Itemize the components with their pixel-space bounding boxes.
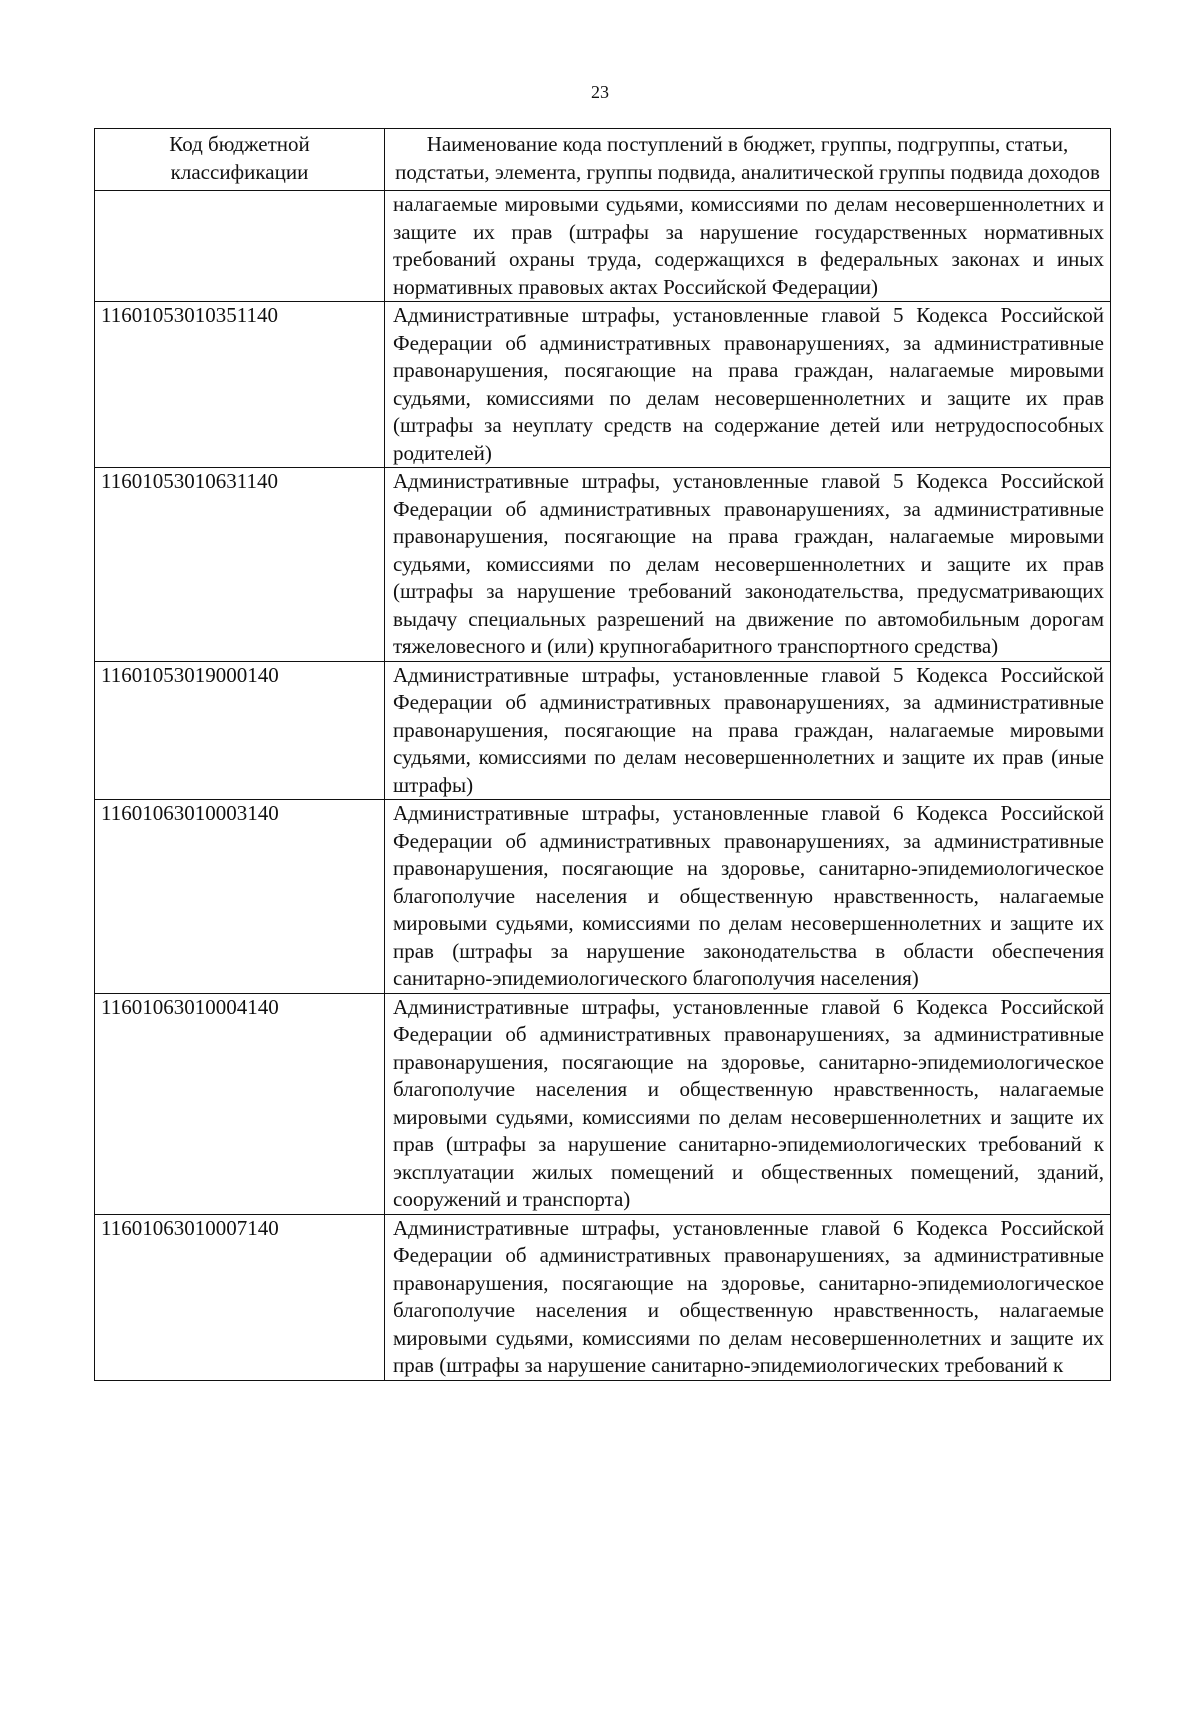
budget-code-cell: 11601053010351140	[95, 302, 385, 468]
income-name-cell: Административные штрафы, установленные главой 5 Кодекса Российской Федерации об административных правонарушениях, за административные правонарушения, посягающие на права граждан, налагаемые мировыми судьями, комиссиями по делам несовершеннолетних и защите их прав (штрафы за неуплату средств на содержание детей или нетрудоспособных родителей)	[385, 302, 1111, 468]
budget-code-cell: 11601063010004140	[95, 993, 385, 1214]
table-row	[95, 800, 1111, 994]
page-number: 23	[591, 82, 609, 102]
income-name-cell: Административные штрафы, установленные главой 6 Кодекса Российской Федерации об административных правонарушениях, за административные правонарушения, посягающие на здоровье, санитарно-эпидемиологическое благополучие населения и общественную нравственность, налагаемые мировыми судьями, комиссиями по делам несовершеннолетних и защите их прав (штрафы за нарушение санитарно-эпидемиологических требований к эксплуатации жилых помещений и общественных помещений, зданий, сооружений и транспорта)	[385, 993, 1111, 1214]
table-row	[95, 1214, 1111, 1380]
income-name-cell: Административные штрафы, установленные главой 6 Кодекса Российской Федерации об административных правонарушениях, за административные правонарушения, посягающие на здоровье, санитарно-эпидемиологическое благополучие населения и общественную нравственность, налагаемые мировыми судьями, комиссиями по делам несовершеннолетних и защите их прав (штрафы за нарушение санитарно-эпидемиологических требований к	[385, 1214, 1111, 1380]
income-name-cell: Административные штрафы, установленные главой 6 Кодекса Российской Федерации об административных правонарушениях, за административные правонарушения, посягающие на здоровье, санитарно-эпидемиологическое благополучие населения и общественную нравственность, налагаемые мировыми судьями, комиссиями по делам несовершеннолетних и защите их прав (штрафы за нарушение законодательства в области обеспечения санитарно-эпидемиологического благополучия населения)	[385, 800, 1111, 994]
table-row	[95, 302, 1111, 468]
table-row	[95, 468, 1111, 662]
budget-code-cell: 11601063010003140	[95, 800, 385, 994]
table-row	[95, 191, 1111, 302]
budget-code-cell: 11601053019000140	[95, 661, 385, 800]
table-row	[95, 661, 1111, 800]
name-column-header: Наименование кода поступлений в бюджет, группы, подгруппы, статьи, подстатьи, элемента, группы подвида, аналитической группы подвида доходов	[385, 129, 1111, 191]
code-column-header: Код бюджетной классификации	[95, 129, 385, 191]
budget-code-cell: 11601053010631140	[95, 468, 385, 662]
table-header-row	[95, 129, 1111, 191]
budget-code-cell: 11601063010007140	[95, 1214, 385, 1380]
budget-code-cell	[95, 191, 385, 302]
income-name-cell: Административные штрафы, установленные главой 5 Кодекса Российской Федерации об административных правонарушениях, за административные правонарушения, посягающие на права граждан, налагаемые мировыми судьями, комиссиями по делам несовершеннолетних и защите их прав (штрафы за нарушение требований законодательства, предусматривающих выдачу специальных разрешений на движение по автомобильным дорогам тяжеловесного и (или) крупногабаритного транспортного средства)	[385, 468, 1111, 662]
income-name-cell: налагаемые мировыми судьями, комиссиями по делам несовершеннолетних и защите их прав (штрафы за нарушение государственных нормативных требований охраны труда, содержащихся в федеральных законах и иных нормативных правовых актах Российской Федерации)	[385, 191, 1111, 302]
table-row	[95, 993, 1111, 1214]
budget-classification-table	[94, 128, 1111, 1381]
income-name-cell: Административные штрафы, установленные главой 5 Кодекса Российской Федерации об административных правонарушениях, за административные правонарушения, посягающие на права граждан, налагаемые мировыми судьями, комиссиями по делам несовершеннолетних и защите их прав (иные штрафы)	[385, 661, 1111, 800]
